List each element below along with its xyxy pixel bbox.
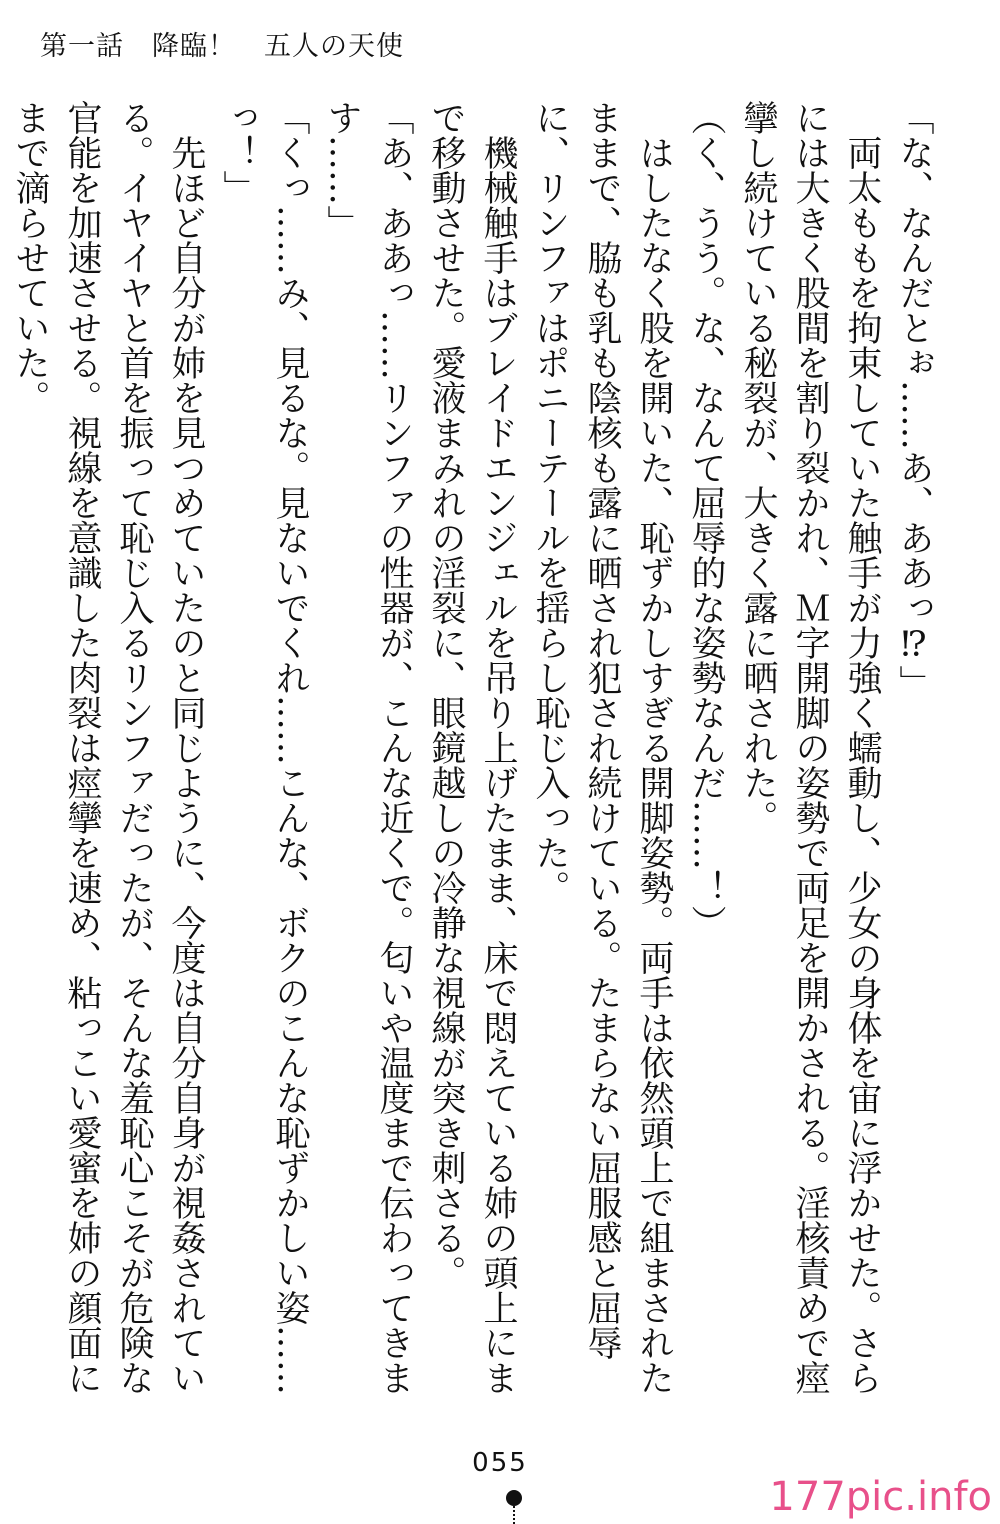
page-number: 055 (472, 1448, 528, 1478)
text-line: 「な、なんだとぉ……あ、ああっ⁉」 (894, 100, 934, 700)
vertical-text-body (10, 100, 940, 1400)
text-line: （く、うう。な、なんて屈辱的な姿勢なんだ……！） (686, 100, 726, 940)
page-marker-stem (513, 1506, 515, 1524)
watermark: 177pic.info (769, 1474, 992, 1520)
text-line: はしたなく股を開いた、恥ずかしすぎる開脚姿勢。両手は依然頭上で組まされたままで、脇も乳も陰核も露に晒され犯され続けている。たまらない屈服感と屈辱に、リンファはポニーテールを揺らし恥じ入った。 (530, 100, 674, 1395)
text-line: 両太ももを拘束していた触手が力強く蠕動し、少女の身体を宙に浮かせた。さらには大きく股間を割り裂かれ、Ｍ字開脚の姿勢で両足を開かされる。淫核責めで痙攣し続けている秘裂が、大きく露に晒された。 (738, 100, 882, 1395)
text-line: 機械触手はブレイドエンジェルを吊り上げたまま、床で悶えている姉の頭上にまで移動させた。愛液まみれの淫裂に、眼鏡越しの冷静な視線が突き刺さる。 (426, 100, 518, 1395)
running-header: 第一話 降臨！ 五人の天使 (40, 31, 404, 62)
text-line: 先ほど自分が姉を見つめていたのと同じように、今度は自分自身が視姦されている。イヤイヤと首を振って恥じ入るリンファだったが、そんな羞恥心こそが危険な官能を加速させる。視線を意識した肉裂は痙攣を速め、粘っこい愛蜜を姉の顔面にまで滴らせていた。 (10, 100, 206, 1395)
text-line (0, 100, 4, 1400)
page-marker-dot (506, 1490, 522, 1506)
text-line: 「くっ……み、見るな。見ないでくれ……こんな、ボクのこんな恥ずかしい姿……っ！」 (218, 100, 310, 1395)
text-line: 「あ、ああっ……リンファの性器が、こんな近くで。匂いや温度まで伝わってきます……」 (322, 100, 414, 1395)
